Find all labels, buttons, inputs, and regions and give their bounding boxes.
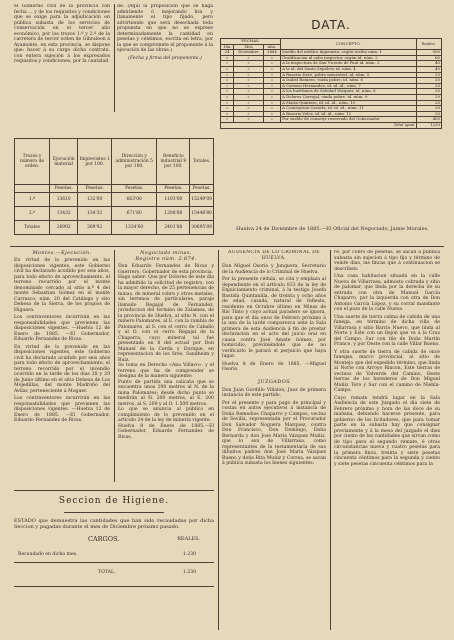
table-cell: » [263, 111, 280, 117]
table-cell: Por sueldo de conserje reservado del Gobernador [281, 117, 416, 123]
audiencia-section [222, 250, 326, 630]
minas-registro: Registro núm. 2.874. [135, 256, 197, 262]
proposition-model-text [117, 4, 213, 114]
unit-cell: Pesetas. [50, 185, 78, 193]
table-cell: 1334'60 [111, 221, 156, 235]
header-ejecucion: Ejecución material [50, 139, 78, 185]
table-cell: » [234, 55, 264, 61]
reales-header: REALES. [177, 536, 200, 542]
table-cell: 269'92 [78, 221, 112, 235]
header-fechas: FECHAS. [221, 39, 281, 45]
table-cell: » [221, 61, 234, 67]
audiencia-title: AUDIENCIA DE LO CRIMINAL DE HUELVA. [228, 250, 320, 261]
header-reales: Reales. [416, 39, 441, 50]
unit-cell: Pesetas. [157, 185, 190, 193]
table-cell: » [263, 100, 280, 106]
table-cell: » [263, 66, 280, 72]
table-cell: 40 [416, 66, 441, 72]
table-cell: » [234, 78, 264, 84]
table-cell: A Concepcion Cazorla, id. id. id., núm. 11 [281, 106, 416, 112]
table-cell: Totales [15, 221, 50, 235]
table-cell: 15446'80 [190, 207, 214, 221]
total-value: 1.230 [182, 570, 196, 575]
table-cell: A Rosario Velez, id. id. id., núm. 12 [281, 111, 416, 117]
table-cell: 13610 [50, 193, 78, 207]
table-cell: » [263, 55, 280, 61]
table-cell: 20 [416, 100, 441, 106]
header-dia: Dia [221, 44, 234, 50]
table-cell: » [234, 89, 264, 95]
minas-section [118, 250, 214, 482]
minas-p6: Huelva 8 de Enero de 1885.—El Gobernador, Eduardo Fernandez de Rivas. [118, 423, 214, 440]
montes-p3: En virtud de lo prevenido en las disposiciones vigentes, este Gobierno civil ha declarado acudido por seis años para todo efecto de aprovechamiento, el terreno recorrido por el incendio ocurrido en la tarde de los días 28 y 29 de Junio último en el sitio Dehesa de Los Mojedillas, del monte Madroño del Avilar, perteneciente á Moguer. [14, 344, 110, 394]
proposition-signature: (Fecha y firma del proponente.) [128, 55, 202, 61]
minas-p3: Se toma en Derecho «Ana Villavo», y el terreno que ha de comprender se designa de la manera siguiente: [118, 363, 214, 379]
minas-p2: Hago saber: Que por Dolores de este día ha admitido la solicitud de registro, con la mayor derecho, de 25 pertenencias de minas, de mineral cobre y otros metales, sin terrenos de particulares, paraje llamado Regajal de Fernandez, jurisdiccion del término de Zalamea, de la provincia de Huelva, al sitio N. con el minero Palomares, al E. con la rambla de Palomares, al S. con el cerro de Caballo y al O. con el cerro Regajal de la Chaparra, cuyo mineral tal fué presentado en 8 del actual por Don Manuel de la Cerda y Enrique, en representacion de los Sres. Sandheim y Ruiz. [118, 275, 214, 363]
right-p4: Y otra suerte de tierra de cabida de once fanegas, marco provincial, al sitio de Montejo que del expedido término, que linda al Norte con Arroyo Rincon, Este tierras de vecinos de Valverde del Camino, Oeste tierras de los herederos de Don Miguel Muñiz Toro y Sur con el camino de Niebla-Campo. [334, 349, 440, 393]
table-cell: A Dolores Carvajal, viuda pobre, id. núm. 9 [281, 94, 416, 100]
table-cell: 20 [416, 78, 441, 84]
header-totales: Totales. [190, 139, 214, 185]
table-cell: » [221, 100, 234, 106]
table-cell: A Carmen Hernandez, id. id. id., núm. 7 [281, 83, 416, 89]
table-cell: 671'60 [111, 207, 156, 221]
proposition-text: de. (Aquí la proposición que se haga admitiendo ó mejorando lisa y llanamente el tipo fijado, pero advirtiendo que será desechada toda propuesta en que no se exprese determinadamente la cantidad en pesetas y céntimos, escrita en letra, por la que se compromete el proponente á la ejecución de las obras.) [117, 4, 213, 53]
montes-p2: Los contraventores incurrirán en las responsabilidades que previenen las disposiciones vigentes. —Huelva 12 de Enero de 1885. —El Gobernador, Eduardo Fernandez de Rivas. [14, 315, 110, 342]
table-cell: 1193'00 [157, 193, 190, 207]
table-cell: » [221, 78, 234, 84]
table-cell: 30695'89 [190, 221, 214, 235]
header-direccion: Dirección y administración 5 por 100. [111, 139, 156, 185]
table-cell: 20 [416, 72, 441, 78]
table-cell: A María Quintero, id. id. id., núm. 10 [281, 100, 416, 106]
date-note-text: Huelva 24 de Diciembre de 1885.—El Oficial del Negociado, Jaime Morales. [236, 226, 429, 232]
table-cell: » [263, 83, 280, 89]
data-title: DATA. [311, 18, 351, 32]
table-cell: » [221, 94, 234, 100]
table-cell: » [234, 106, 264, 112]
header-mes: Mes [234, 44, 264, 50]
table-cell: 15249'09 [190, 193, 214, 207]
right-p5: Cuyo remate tendrá lugar en la Sala Audiencia de este Juzgado el dia siete de Febrero próximo y hora de las doce de su mañana, debiendo hacerse presente, para gobierno de los licitadores, que para tomar parte en la subasta hay que consignar previamente y á la mesa del juzgado el diez por ciento de las cantidades que sirvan como de tipo para el segundo remate, é otras circunstancias nueva y cuatro pesetas para la primera finca, treinta y siete pesetas cincuenta céntimos para la segunda y ciento y siete pesetas cincuenta céntimos para la [334, 395, 440, 467]
header-concepto: CONCEPTO. [281, 39, 416, 50]
table-cell: » [263, 72, 280, 78]
table-cell: 40 [416, 61, 441, 67]
table-cell: » [221, 55, 234, 61]
montes-section [14, 250, 110, 482]
minas-p1: Don Eduardo Fernandez de Rivas y Guerrero, Gobernador de esta provincia. [118, 264, 214, 275]
unit-cell: Pesetas. [78, 185, 112, 193]
table-cell: Gratificacion al cabo inspector, según id. núm. 2 [281, 55, 416, 61]
table-cell: » [234, 83, 264, 89]
table-cell: » [234, 66, 264, 72]
right-p3: Una suerte de tierra calma de cabida de una fanega, en término de dicha villa de Villarrasa y sitio Barrio Nuevo, que linda al Norte y Este con un llejon que va á la Cruz del Campo, Sur con tilo de Doña Martin Franco, y por Oeste con la calle Villar Bueno. [334, 314, 440, 347]
table-cell: » [263, 117, 280, 123]
table-cell: » [234, 72, 264, 78]
table-cell: 1884 [263, 50, 280, 56]
table-cell: » [234, 94, 264, 100]
table-cell: Sueldo del médico higienista, según recibo núm. 1 [281, 50, 416, 56]
table-cell: 20 [416, 111, 441, 117]
budget-table-container [14, 138, 214, 236]
table-cell: A Isabel Romero, viuda pobre, id. núm. 6 [281, 78, 416, 84]
table-cell: 1208'88 [157, 207, 190, 221]
juzgados-p1: Don Juan Gordillo Villalon, Juez de primera instancia de este partido. [222, 387, 326, 398]
table-cell: » [234, 61, 264, 67]
table-cell: » [263, 78, 280, 84]
table-cell: A los huérfanos de Soledad Vázquez, id. núm. 8 [281, 89, 416, 95]
table-cell: » [263, 61, 280, 67]
minas-p4: Punto de partida una calicata que se encuentra unos 100 metros al N. de la mina Palomares; desde dicho punto se medirán al N. 200 metros, al E. 200 metros, al S. 200 y al O. 1.500 metros. [118, 379, 214, 407]
table-row [15, 193, 214, 207]
table-cell: 132'00 [78, 193, 112, 207]
table-cell: 663'00 [111, 193, 156, 207]
table-cell: 400 [416, 117, 441, 123]
header-beneficio: Beneficio industrial 9 por 100. [157, 139, 190, 185]
budget-table [14, 138, 214, 235]
total-value: 1230 [416, 122, 441, 128]
table-cell: » [263, 89, 280, 95]
table-cell: » [234, 111, 264, 117]
juzgados-title: JUZGADOS [257, 378, 291, 385]
recaudado-label: Recaudado en dicho mes. [18, 552, 78, 557]
table-cell: » [221, 66, 234, 72]
total-row [221, 122, 442, 128]
table-row [15, 221, 214, 235]
total-label: TOTAL. [98, 570, 116, 575]
table-cell: » [221, 83, 234, 89]
table-cell: » [221, 89, 234, 95]
montes-p4: Los contraventores incurrirán en las responsabilidades que previenen las disposiciones vigentes. —Huelva 12 de Enero de 1885. —El Gobernador, Eduardo Fernandez de Rivas. [14, 396, 110, 423]
data-table [220, 38, 442, 129]
right-p2: Una casa habitacion situada en la calle Nueva de Villarrasa, admosto cobrada y sitio de palomar, que linda por la derecha de su entrada con otra de Manuel García Chaparro, por la izquierda con otra de Don Antonio García López, y su corral mandante con el pozo de la calle Nueva. [334, 274, 440, 312]
subasta-proposal-text [14, 4, 110, 114]
higiene-title: Seccion de Higiene. [58, 496, 170, 506]
table-cell: 60 [416, 55, 441, 61]
table-cell: 13432 [50, 207, 78, 221]
table-cell: 20 [416, 89, 441, 95]
audiencia-p2: Por la presente cédula, se cita y emplaza al dependiente en el artículo 833 de la ley de Enjuiciamiento criminal, á la testigo Josefa Bastida Quintanilla, de treinta y ocho años de edad, casada, natural de Infiesta, residente en Octubre último en Minas de Rio Tinto y cuyo actual paradero se ignora, para que el dia once de Febrero próximo á la una de la tarde comparezca ante la Sala primera de esta Audiencia á fin de prestar declaracion en el acto del juicio oral en causa contra José Amate Gómez, por homicidio, previniéndole que de no verificarlo le parará el perjuicio que haya lugar. [222, 277, 326, 359]
right-column [334, 250, 440, 630]
audiencia-p3: Huelva 8 de Enero de 1885. —Miguel Osorio. [222, 361, 326, 372]
table-cell: A Rosario Dare, pobre menestral, id. núm. 5 [281, 72, 416, 78]
data-section [220, 4, 442, 214]
table-cell: 20 [416, 94, 441, 100]
header-imprevistos: Imprevistos 1 por 100. [78, 139, 112, 185]
right-p1: re, por cobro de pesetas, se sacan á pública subasta sin sujecion á tipo fijo y término de veinte dias, las fincas que á continuacion se describen: [334, 250, 440, 272]
table-cell: » [263, 94, 280, 100]
recaudado-value: 1.230 [182, 552, 196, 557]
minas-p5: Lo que se anuncia al público en cumplimiento de lo prevenido en el artículo 24 de la ley de minería vigente. [118, 407, 214, 423]
header-ano: Año. [263, 44, 280, 50]
table-cell: 134'32 [78, 207, 112, 221]
montes-p1: En virtud de lo prevenido en las disposiciones vigentes, este Gobierno civil ha declarado acudido por seis años, para todo efecto de aprovechamiento, el terreno recurrido por el monte denominado cercado al sitio n.º 4 del monte Sebastian Gómez en el monte Carrasco, núm. 20 del Catálogo y sito Dehesa de la Sierra, de los propios de Higuera. [14, 258, 110, 313]
minas-title: Negociado minas. [140, 250, 192, 256]
table-cell: 2.º [15, 207, 50, 221]
table-cell: » [221, 106, 234, 112]
table-cell: 20 [416, 83, 441, 89]
juzgados-p2: Por el presente y para pago de principal y costas en autos ejecutivos á instancia de Doña Remedios Chaparro y Campos, vecina de Sevilla, representada por el Procurador Don Salvador Noguera Marquez, contra Don Francisco, Don Domingo, Doña Bernarda y don José María Vázquez Muñiz, que lo son de Villarrasa, como representantes de la testamentaría de sus difuntos padres don José María Vázquez Bueno y doña Rita Muñiz y Correa, se sacan á pública subasta los bienes siguientes: [222, 400, 326, 466]
higiene-section [14, 490, 214, 630]
table-cell: 500 [416, 50, 441, 56]
table-cell: » [221, 117, 234, 123]
unit-cell: Pesetas. [111, 185, 156, 193]
table-cell: » [221, 72, 234, 78]
table-cell: 2401'88 [157, 221, 190, 235]
higiene-lead: ESTADO que demuestra las cantidades que han sido recaudadas por dicha Seccion y pagadas durante el mes de Diciembre próximo pasado. [14, 518, 214, 530]
subasta-text: el Gobierno civil de la provincia con fecha ... y de los requisitos y condiciones que se exige para la adjudicación en pública subasta de los servicios de conservación en el tercer año económico, por los trozos 1.º y 2.º de la carretera de tercer orden de Gibraleon á Ayamonte, en esta provincia, se dispone que: hacer á su cargo dicha contrata, con entera sujeción á los expresados requisitos y condiciones, por la cantidad [14, 4, 110, 64]
table-row [15, 207, 214, 221]
cargos-header: CARGOS. [88, 535, 120, 543]
table-cell: A la id. del Santo Sepulcro id. núm. 4 [281, 66, 416, 72]
table-cell: » [221, 111, 234, 117]
table-cell: 1.º [15, 193, 50, 207]
table-cell: » [234, 100, 264, 106]
table-cell: 24 [221, 50, 234, 56]
total-label: Total igual [221, 122, 417, 128]
table-cell: 26992 [50, 221, 78, 235]
table-cell: » [263, 106, 280, 112]
header-trozos: Trozos y número de orden. [15, 139, 50, 185]
unit-cell: Pesetas. [190, 185, 214, 193]
montes-title: Montes.—Ejecución. [32, 250, 92, 256]
table-cell: 20 [416, 106, 441, 112]
table-cell: A la inspectora de San Vicente de Paul id. núm. 3 [281, 61, 416, 67]
table-cell: » [234, 117, 264, 123]
table-cell: Diciembre [234, 50, 264, 56]
audiencia-p1: Don Miguel Osorio y Junquera, Secretario de la Audiencia de lo Criminal de Huelva. [222, 264, 326, 275]
date-note [236, 226, 436, 246]
